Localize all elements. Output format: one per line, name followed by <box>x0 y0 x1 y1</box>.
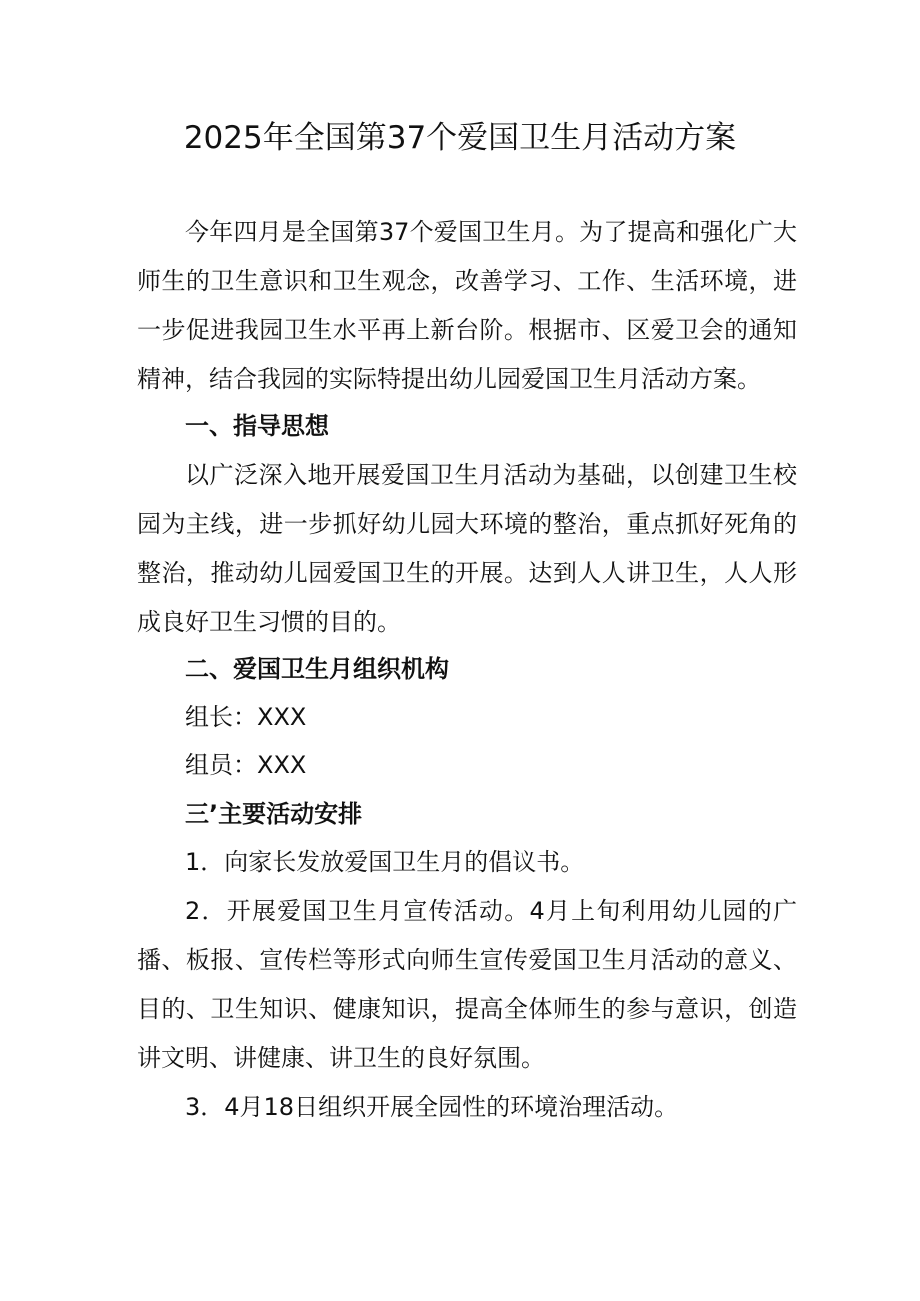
organization-members: 组员：XXX <box>185 751 307 779</box>
activity-item-2: 2．开展爱国卫生月宣传活动。4月上旬利用幼儿园的广播、板报、宣传栏等形式向师生宣传爱国卫生月活动的意义、目的、卫生知识、健康知识，提高全体师生的参与意识，创造讲文明、讲健康、讲卫生的良好氛围。 <box>137 897 797 1072</box>
section-heading-organization: 二、爱国卫生月组织机构 <box>185 655 449 683</box>
activity-item-1: 1．向家长发放爱国卫生月的倡议书。 <box>185 848 585 876</box>
activity-item-3: 3．4月18日组织开展全园性的环境治理活动。 <box>185 1093 679 1121</box>
organization-leader: 组长：XXX <box>185 703 307 731</box>
document-title: 2025年全国第37个爱国卫生月活动方案 <box>183 120 737 156</box>
intro-paragraph: 今年四月是全国第37个爱国卫生月。为了提高和强化广大师生的卫生意识和卫生观念，改善学习、工作、生活环境，进一步促进我园卫生水平再上新台阶。根据市、区爱卫会的通知精神，结合我园的实际特提出幼儿园爱国卫生月活动方案。 <box>137 218 797 393</box>
section-heading-guiding-ideology: 一、指导思想 <box>185 412 329 440</box>
section-heading-activities: 三’主要活动安排 <box>185 800 363 828</box>
guiding-ideology-paragraph: 以广泛深入地开展爱国卫生月活动为基础，以创建卫生校园为主线，进一步抓好幼儿园大环境的整治，重点抓好死角的整治，推动幼儿园爱国卫生的开展。达到人人讲卫生，人人形成良好卫生习惯的目的。 <box>137 461 797 636</box>
